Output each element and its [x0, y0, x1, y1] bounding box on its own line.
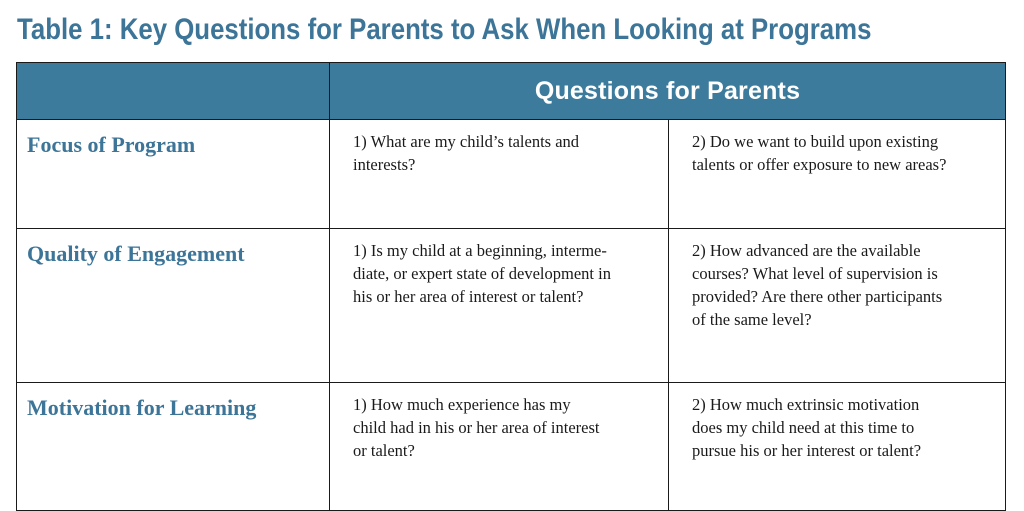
- question-line: does my child need at this time to: [692, 418, 915, 437]
- question-cell: [669, 229, 1006, 383]
- table-row: [17, 120, 1006, 229]
- question-line: 1) What are my child’s talents and: [353, 132, 580, 151]
- question-line: 1) Is my child at a beginning, interme-: [353, 241, 607, 260]
- question-cell: [330, 383, 669, 511]
- row-label-quality: Quality of Engagement: [17, 229, 330, 383]
- question-line: 1) How much experience has my: [353, 395, 571, 414]
- question-line: pursue his or her interest or talent?: [692, 441, 922, 460]
- question-line: 2) Do we want to build upon existing: [692, 132, 939, 151]
- table-header-row: [17, 63, 1006, 120]
- questions-header: Questions for Parents: [330, 63, 1006, 120]
- row-label-focus: Focus of Program: [17, 120, 330, 229]
- questions-table: [16, 62, 1006, 511]
- question-line: talents or offer exposure to new areas?: [692, 155, 947, 174]
- question-line: 2) How much extrinsic motivation: [692, 395, 920, 414]
- row-label-motivation: Motivation for Learning: [17, 383, 330, 511]
- question-cell: [669, 383, 1006, 511]
- table-row: [17, 383, 1006, 511]
- header-empty-cell: [17, 63, 330, 120]
- question-line: interests?: [353, 155, 416, 174]
- table-row: [17, 229, 1006, 383]
- question-line: courses? What level of supervision is: [692, 264, 938, 283]
- question-line: 2) How advanced are the available: [692, 241, 921, 260]
- question-line: or talent?: [353, 441, 415, 460]
- question-line: diate, or expert state of development in: [353, 264, 611, 283]
- question-line: provided? Are there other participants: [692, 287, 943, 306]
- question-cell: [669, 120, 1006, 229]
- question-line: his or her area of interest or talent?: [353, 287, 584, 306]
- question-line: of the same level?: [692, 310, 812, 329]
- table-title: Table 1: Key Questions for Parents to Ask When Looking at Programs: [17, 13, 872, 46]
- question-cell: [330, 229, 669, 383]
- question-line: child had in his or her area of interest: [353, 418, 600, 437]
- question-cell: [330, 120, 669, 229]
